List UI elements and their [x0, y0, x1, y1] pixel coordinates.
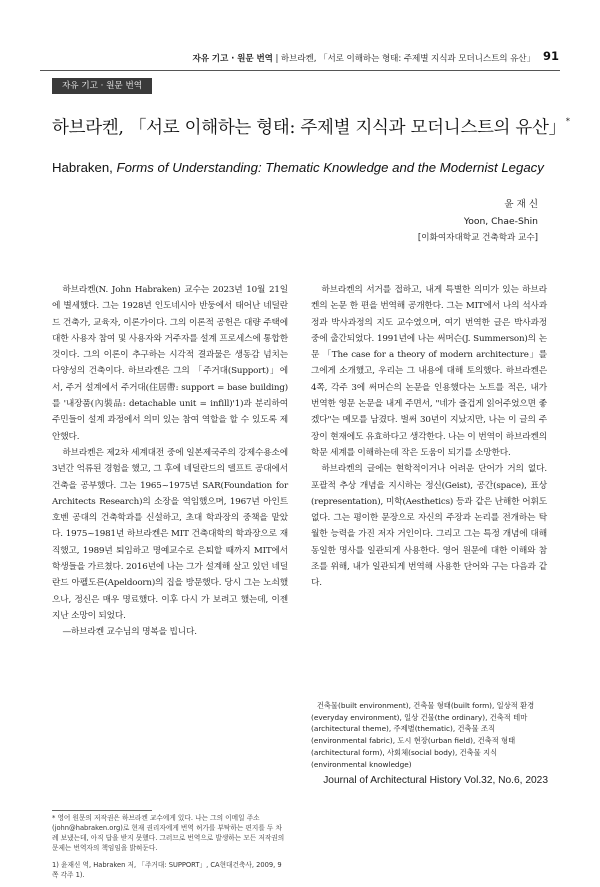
body-paragraph: 하브라켄의 글에는 현학적이거나 어려운 단어가 거의 없다. 포괄적 추상 개념을 지시하는 정신(Geist), 공간(space), 표상(representation), 미학(Aesthetics) 등과 같은 난해한 어휘도 없다. 그는 평이한 문장으로 자신의 주장과 논리를 전개하는 탁월한 능력을 가진 저자 거인이다. 그리고 그는 특정 개념에 대해 동일한 명사를 일관되게 사용한다. 영어 원문에 대한 이해와 참조를 위해, 내가 일관되게 번역해 사용한 단어와 구는 다음과 같다.	[311, 464, 547, 589]
body-paragraph: —하브라켄 교수님의 명복을 빕니다.	[62, 627, 197, 638]
body-paragraph: 하브라켄은 제2차 세계대전 중에 일본제국주의 강제수용소에 3년간 억류된 경험을 했고, 그 후에 네덜란드의 델프트 공대에서 건축을 공부했다. 그는 1965~1975년 SAR(Foundation for Architects Research)의 소장을 역임했으며, 1967년 아인트호벤 공대의 건축학과를 신설하고, 초대 학과장의 중책을 맡았다. 1975~1981년 하브라켄은 MIT 건축대학의 학과장으로 재직했고, 1989년 퇴임하고 명예교수로 은퇴할 때까지 MIT에서 학생들을 가르쳤다. 2016년에 나는 그가 설계해 살고 있던 네덜란드 아펠도른(Apeldoorn)의 집을 방문했다. 당시 그는 노쇠했으나, 정신은 매우 명료했다. 이후 다시 가 보려고 했는데, 이젠 지난 소망이 되었다.	[52, 447, 288, 621]
english-title-italic: Forms of Understanding: Thematic Knowledge and the Modernist Legacy	[116, 160, 544, 175]
body-paragraph: 하브라켄(N. John Habraken) 교수는 2023년 10월 21일에 별세했다. 그는 1928년 인도네시아 반둥에서 태어난 네덜란드 건축가, 교육자, 이론가이다. 그의 이론적 공헌은 대량 주택에 대한 사용자 참여 및 사용자와 거주자를 설계 프로세스에 통합한 것이다. 그의 이론이 추구하는 시각적 결과물은 생동감 넘치는 다양성의 건축이다. 하브라켄은 그의 「주거대(Support)」에서, 주거 설계에서 주거대(住居帶: support = base building)를 '내장품(內裝品: detachable unit = infill)'1)과 분리하여 주민들이 설계 과정에서 의미 있는 참여 역할을 할 수 있도록 제안했다.	[52, 285, 288, 442]
korean-title	[52, 114, 570, 139]
journal-footer: Journal of Architectural History Vol.32, No.6, 2023	[323, 775, 548, 786]
english-title	[52, 160, 562, 175]
section-tag: 자유 기고 · 원문 번역	[52, 78, 152, 94]
footnote-1: 1) 윤재신 역, Habraken 저, 「주거대: SUPPORT」, CA현대건축사, 2009, 9쪽 각주 1).	[52, 860, 282, 879]
keyword-list: 건축물(built environment), 건축물 형태(built form), 일상적 환경(everyday environment), 일상 건물(the ordinary), 건축적 테마(architectural theme), 주제별(thematic), 건축물 조직(environmental fabric), 도시 현장(urban field), 건축적 형태(architectural form), 사회체(social body), 건축물 지식(environmental knowledge)	[311, 701, 535, 769]
author-affiliation: [이화여자대학교 건축학과 교수]	[417, 233, 538, 243]
header-rule	[40, 70, 560, 71]
footnote-rule	[52, 810, 152, 811]
body-right-column	[311, 282, 547, 592]
running-head	[160, 52, 535, 64]
footnotes	[52, 814, 288, 887]
body-paragraph: 하브라켄의 서거를 접하고, 내게 특별한 의미가 있는 하브라켄의 논문 한 편을 번역해 공개한다. 그는 MIT에서 나의 석사과정과 박사과정의 지도 교수였으며, 여기 번역한 글은 박사과정 중에 출간되었다. 1991년에 나는 써머슨(J. Summerson)의 논문 「The case for a theory of modern architecture」를 그에게 소개했고, 우리는 그 내용에 대해 토의했다. 하브라켄은 4쪽, 각주 3에 써머슨의 논문을 인용했다는 노트를 적은, 내가 번역한 영문 논문을 내게 주면서, "네가 즐겁게 읽어주었으면 좋겠다"는 메모를 남겼다. 벌써 30년이 지났지만, 나는 이 글의 주장이 현재에도 유효하다고 생각한다. 나는 이 번역이 하브라켄의 학문 세계를 이해하는데 작은 도움이 되기를 소망한다.	[311, 285, 547, 458]
korean-title-text: 하브라켄, 「서로 이해하는 형태: 주제별 지식과 모더니스트의 유산」	[52, 118, 566, 138]
running-head-title: | 하브라켄, 「서로 이해하는 형태: 주제별 지식과 모더니스트의 유산」	[272, 54, 535, 64]
author-name-korean: 윤 재 신	[504, 199, 538, 210]
author-name-english: Yoon, Chae-Shin	[463, 216, 538, 227]
author-block	[418, 196, 538, 247]
running-head-section: 자유 기고 · 원문 번역	[192, 54, 273, 64]
page-number: 91	[542, 49, 559, 63]
body-left-column	[52, 282, 288, 641]
title-footnote-mark: *	[565, 117, 570, 126]
english-title-prefix: Habraken,	[52, 160, 117, 175]
footnote-copyright: * 영어 원문의 저작권은 하브라켄 교수에게 있다. 나는 그의 이메일 주소(john@habraken.org)로 현재 권리자에게 번역 허가를 부탁하는 편지를 두 차례 보냈는데, 아직 답을 받지 못했다. 그러므로 번역으로 발생하는 모든 저작권의 문제는 번역자의 책임임을 밝혀둔다.	[52, 814, 285, 852]
